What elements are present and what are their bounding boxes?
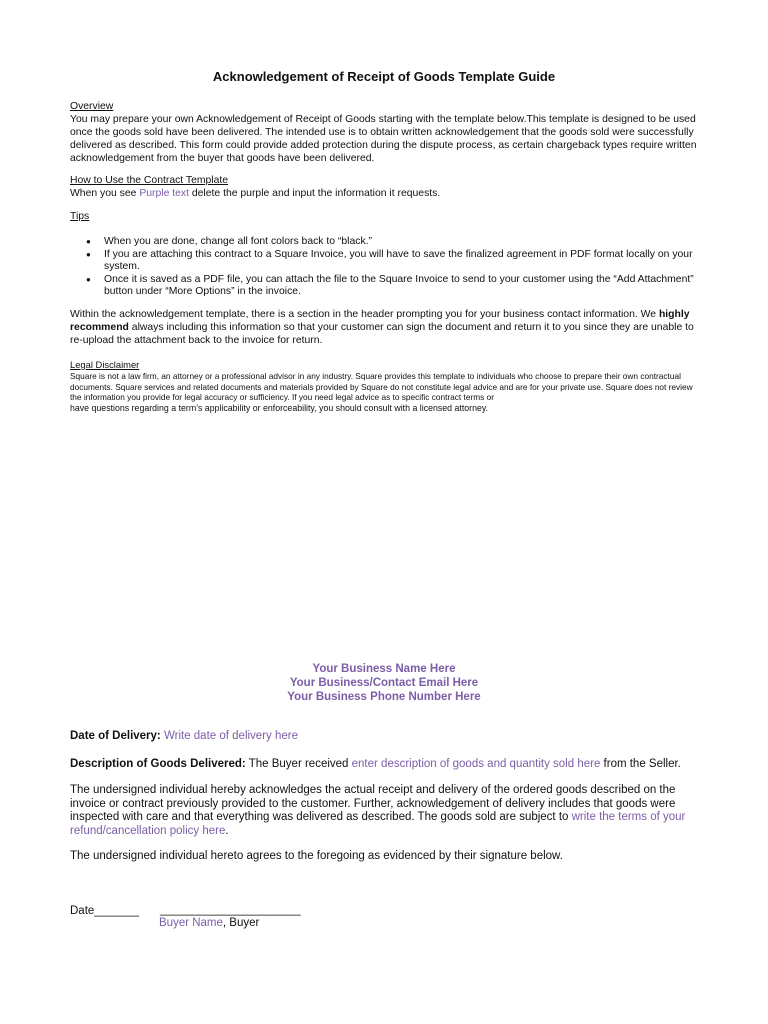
tips-heading: Tips [70,211,90,222]
business-email: Your Business/Contact Email Here [289,677,479,689]
legal-heading: Legal Disclaimer [70,359,140,370]
delivery-placeholder: Write date of delivery here [163,730,298,742]
business-phone: Your Business Phone Number Here [287,691,481,703]
within-text-after: always including this information so that your customer can sign the document and return it to you since they are unable to re-upload the attachment back to the invoice for return. [70,322,694,346]
refund-policy-placeholder: write the terms of your refund/cancellation policy here [70,811,686,837]
overview-section [70,100,700,165]
tip-item: ● If you are attaching this contract to a Square Invoice, you will have to save the finalized agreement in PDF format locally on your system. [86,249,700,274]
business-name: Your Business Name Here [312,663,456,675]
within-paragraph [70,308,700,347]
buyer-name-placeholder: Buyer Name [159,917,223,929]
tip-item: ● When you are done, change all font colors back to “black.” [86,236,700,249]
legal-text [70,371,700,413]
buyer-suffix: , Buyer [222,917,260,929]
tips-list [86,236,700,299]
tip-item: ● Once it is saved as a PDF file, you can attach the file to the Square Invoice to send to your customer using the “Add Attachment” button under “More Options” in the invoice. [86,274,700,299]
agree-paragraph: The undersigned individual hereto agrees to the foregoing as evidenced by their signature below. [70,850,563,862]
buyer-name-line [159,917,359,931]
description-line [70,758,700,772]
signature-date: Date_______ [70,905,140,917]
description-text-before: The Buyer received [245,758,352,770]
document-title: Acknowledgement of Receipt of Goods Template Guide [212,69,556,84]
acknowledge-text-after: . [225,824,229,837]
purple-text-sample: Purple text [139,188,189,199]
overview-heading: Overview [70,101,114,112]
date-of-delivery [70,730,700,744]
description-placeholder: enter description of goods and quantity sold here [351,758,601,770]
acknowledge-paragraph [70,784,700,838]
how-to-use-text [70,187,700,200]
how-to-use-text-before: When you see [70,188,140,199]
overview-text: You may prepare your own Acknowledgement of Receipt of Goods starting with the template below.This template is designed to be used once the goods sold have been delivered. The intended use is to obtain written acknowledgement that the goods sold were successfully delivered as described. This form could provide added protection during the dispute process, as certain chargeback types require written acknowledgement from the buyer that goods have been delivered. [70,114,697,164]
signature-line: ______________________ [160,904,301,916]
how-to-use-section [70,174,700,200]
description-label: Description of Goods Delivered: [70,758,246,770]
how-to-use-heading: How to Use the Contract Template [70,175,229,186]
how-to-use-text-after: delete the purple and input the information it requests. [188,188,441,199]
description-text-after: from the Seller. [600,758,681,770]
legal-text-main: Square is not a law firm, an attorney or a professional advisor in any industry. Square provides this template to individuals who choose to prepare their own contractual documents. Square services and related documents and materials provided by Square do not constitute legal advice and are for your private use. Square does not review the information you provide for legal accuracy or sufficiency. If you need legal advice as to specific contract terms or [70,371,693,402]
delivery-label: Date of Delivery: [70,730,161,742]
within-bold: highly recommend [70,309,690,333]
legal-text-last: have questions regarding a term’s applicability or enforceability, you should consult with a licensed attorney. [70,402,489,413]
acknowledge-text-before: The undersigned individual hereby acknowledges the actual receipt and delivery of the ordered goods described on the invoice or contract previously provided to the customer. Further, acknowledgement of delivery includes that goods were inspected with care and that everything was delivered as described. The goods sold are subject to [70,784,676,823]
within-text-before: Within the acknowledgement template, there is a section in the header prompting you for your business contact information. We [70,309,659,320]
